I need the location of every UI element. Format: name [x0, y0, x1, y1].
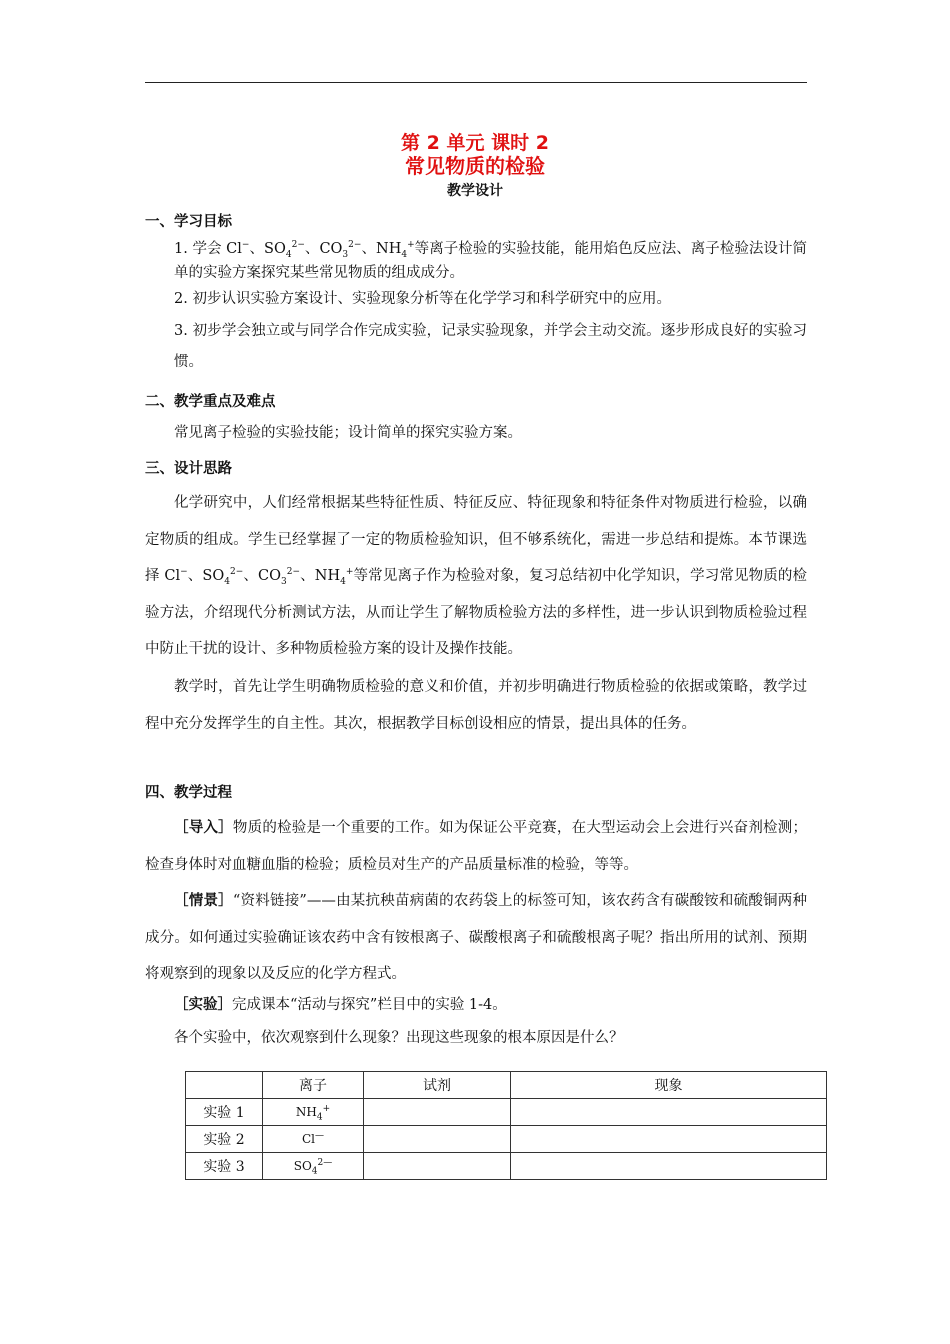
table-header-cell: [186, 1072, 263, 1099]
reagent-cell[interactable]: [364, 1126, 511, 1153]
table-row: [186, 1153, 827, 1180]
table-header-cell: 现象: [511, 1072, 827, 1099]
objective-3: 3. 初步学会独立或与同学合作完成实验，记录实验现象，并学会主动交流。逐步形成良好的实验习惯。: [174, 323, 807, 370]
table-row: [186, 1126, 827, 1153]
subtitle: 教学设计: [447, 183, 503, 199]
phenomenon-cell[interactable]: [511, 1099, 827, 1126]
question-paragraph: 各个实验中，依次观察到什么现象？出现这些现象的根本原因是什么？: [174, 1030, 624, 1046]
reagent-cell[interactable]: [364, 1153, 511, 1180]
section-4-heading: 四、教学过程: [145, 785, 232, 801]
ion-cell: $SO_4^{2—}$: [263, 1153, 364, 1180]
header-rule: [145, 82, 807, 83]
experiment-label: 实验 2: [186, 1126, 263, 1153]
ion-cell: $NH_4^+$: [263, 1099, 364, 1126]
phenomenon-cell[interactable]: [511, 1153, 827, 1180]
intro-paragraph: ［导入］物质的检验是一个重要的工作。如为保证公平竞赛，在大型运动会上会进行兴奋剂检测；检查身体时对血糖血脂的检验；质检员对生产的产品质量标准的检验，等等。: [145, 819, 807, 873]
key-points: 常见离子检验的实验技能；设计简单的探究实验方案。: [174, 425, 522, 441]
objective-2: 2. 初步认识实验方案设计、实验现象分析等在化学学习和科学研究中的应用。: [174, 291, 671, 307]
scene-tag: ［情景］: [174, 892, 233, 909]
experiment-table: [185, 1071, 827, 1180]
table-header-row: [186, 1072, 827, 1099]
experiment-paragraph: ［实验］完成课本“活动与探究”栏目中的实验 1-4。: [174, 996, 507, 1013]
table-header-cell: 离子: [263, 1072, 364, 1099]
phenomenon-cell[interactable]: [511, 1126, 827, 1153]
table-row: [186, 1099, 827, 1126]
section-3-heading: 三、设计思路: [145, 461, 232, 477]
scene-paragraph: ［情景］“资料链接”——由某抗秧苗病菌的农药袋上的标签可知，该农药含有碳酸铵和硫酸铜两种成分。如何通过实验确证该农药中含有铵根离子、碳酸根离子和硫酸根离子呢？指出所用的试剂、预期将观察到的现象以及反应的化学方程式。: [145, 892, 808, 982]
experiment-label: 实验 3: [186, 1153, 263, 1180]
ion-cell: Cl—: [263, 1126, 364, 1153]
objective-1: 1. 学会 Cl−、$SO_4^{2-}$、$CO_3^{2-}$、$NH_4^+$等离子检验的实验技能，能用焰色反应法、离子检验法设计简单的实验方案探究某些常见物质的组成成分。: [174, 240, 807, 281]
design-paragraph-2: 教学时，首先让学生明确物质检验的意义和价值，并初步明确进行物质检验的依据或策略，教学过程中充分发挥学生的自主性。其次，根据教学目标创设相应的情景，提出具体的任务。: [145, 679, 807, 732]
design-paragraph-1: 化学研究中，人们经常根据某些特征性质、特征反应、特征现象和特征条件对物质进行检验，以确定物质的组成。学生已经掌握了一定的物质检验知识，但不够系统化，需进一步总结和提炼。本节课选择 Cl−、$SO_4^{2-}$、$CO_3^{2-}$、$NH_4^+$等常见离子作为检验对象，复习总结初中化学知识，学习常见物质的检验方法，介绍现代分析测试方法，从而让学生了解物质检验方法的多样性，进一步认识到物质检验过程中防止干扰的设计、多种物质检验方案的设计及操作技能。: [145, 495, 808, 657]
experiment-tag: ［实验］: [174, 996, 232, 1013]
section-1-heading: 一、学习目标: [145, 214, 232, 230]
section-2-heading: 二、教学重点及难点: [145, 394, 276, 410]
table-header-cell: 试剂: [364, 1072, 511, 1099]
experiment-label: 实验 1: [186, 1099, 263, 1126]
intro-tag: ［导入］: [174, 819, 233, 836]
title-line-1: 第 2 单元 课时 2: [401, 132, 549, 154]
reagent-cell[interactable]: [364, 1099, 511, 1126]
title-line-2: 常见物质的检验: [405, 154, 545, 178]
